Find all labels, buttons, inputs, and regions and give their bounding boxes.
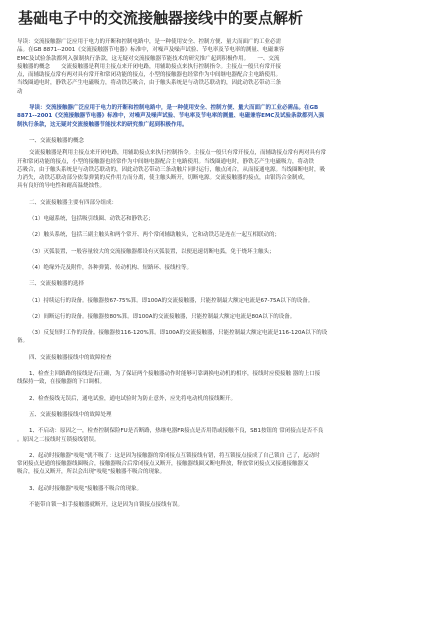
abstract-line: 导读：交流接触器广泛应用于电力的开断和控制电路中，是一种使用安全、控制方便、量大而面广的工业必需品。在GB xyxy=(29,105,319,112)
body-line: 力消失，动铁芯联动部分依靠弹簧的反作用力而分离，使主触头断开，切断电源。交流接触器的接点，由银钨合金制成， xyxy=(17,175,309,182)
section-1-body xyxy=(17,149,424,190)
body-line: 不能带自锁一扣手接触器就断开，这是因为自锁接点接线有误。 xyxy=(29,501,184,508)
abstract-paragraph xyxy=(17,104,424,129)
body-line: 交流接触器是利用主接点来开闭电路，用辅助接点来执行控制指令。主接点一般只有常开接点，而辅助接点常有两对具有常 xyxy=(29,150,327,157)
body-line: 开和常闭功能的接点，小型的接触器也经常作为中间继电器配合主电路使用。当线圈通电时，静铁芯产生电磁吸力，将动铁 xyxy=(17,158,315,165)
intro-line: 品。在GB 8871--2001《交流接触器节电器》标准中，对噪声及噪声试验、节电率及节电率的测量、电磁兼容 xyxy=(17,47,285,54)
list-item: （2）间断运行的设备。接触器按80%算。即100A的交流接触器，只能控制最大额定电流是80A以下的设备。 xyxy=(29,313,296,320)
body-line: 线保持一致，在接触器的下口调相。 xyxy=(17,379,106,386)
section-heading: 二、交流接触器主要有四部分组成： xyxy=(29,199,118,206)
list-item: （3）反复短时工作的设备。接触器按116-120%算。即100A的交流接触器，只能控制最大额定电流是116-120A以下的设 xyxy=(29,330,328,337)
list-item: （1）电磁系统，包括吸引线圈、动铁芯和静铁芯； xyxy=(29,216,154,223)
body-line: 吸合，接点又断开，所以会出现"吱哒"接触器不吸合的现象。 xyxy=(17,469,166,476)
body-line: 。原因之二接线时互锁接线错误。 xyxy=(17,436,100,443)
body-line: 2、检查接线无误后，通电试验，通电试验时为防止意外，应先将电动机的接线断开。 xyxy=(29,395,237,402)
body-line: 常闭接点是通的接触器线圈吸合，接触器吸合后常闭接点又断开，接触器线圈又断电释放，释放常闭接点又接通接触器又 xyxy=(17,461,309,468)
body-line: 1、检查主回路路的接线是否正确，为了保证两个接触器动作时能够可靠调换电动机的相序，接线时应使接触 器的上口接 xyxy=(29,371,321,378)
intro-line: 接触器的概念 交流接触器是利用主接点来开闭电路，用辅助接点来执行控制指令。主接点一般只有常开接 xyxy=(17,63,282,70)
body-line: 2、起动时接触器"吱哒"就不吸了：这是因为接触器的常闭接点互锁接线有错，将互锁接点接成了自己锁自 己了，起动时 xyxy=(29,452,320,459)
list-item: 备。 xyxy=(17,338,29,345)
document-body xyxy=(17,38,424,509)
section-heading: 五、交流接触器接线中的故障处理 xyxy=(29,411,112,418)
list-item: （4）绝缘外壳及附件，各种弹簧、传动机构、短路环、接线柱等。 xyxy=(29,264,193,271)
intro-line: 点，而辅助接点常有两对具有常开和常闭功能的接点，小型的接触器也经常作为中间继电器配合主电路使用。 xyxy=(17,72,282,79)
intro-line: 动 xyxy=(17,88,23,95)
intro-line: EMC及试验条款都列入强制执行条款，这无疑对交流接触器节能技术的研究推广起到积极作用。 一、交流 xyxy=(17,55,280,62)
section-4-body xyxy=(17,370,424,403)
body-line: 具有良好的导电性和耐高温烧蚀性。 xyxy=(17,183,106,190)
section-heading: 三、交流接触器的选择 xyxy=(29,281,85,288)
list-item: （1）持续运行的设备。接触器按67-75%算。即100A的交流接触器，只能控制最大额定电流是67-75A以下的设备。 xyxy=(29,297,314,304)
intro-paragraph xyxy=(17,38,424,96)
abstract-line: 8871--2001《交流接触器节电器》标准中，对噪声及噪声试验、节电率及节电率的测量、电磁兼容EMC及试验条款都列入强 xyxy=(17,113,324,120)
body-line: 芯吸合，由于触头系统是与动铁芯联动的，因此动铁芯带动三条动触片同时运行，触点闭合，从而接通电源。当线圈断电时，吸 xyxy=(17,166,326,173)
section-5-body xyxy=(17,427,424,509)
body-line: 3、起动时接触器"吱哒"接触器不吸合的现象。 xyxy=(29,485,143,492)
section-2-list xyxy=(17,215,424,272)
page-title: 基础电子中的交流接触器接线中的要点解析 xyxy=(18,9,304,27)
list-item: （3）灭弧装置，一般容量较大的交流接触器都设有灭弧装置，以便迅速切断电弧，免于烧坏主触头； xyxy=(29,248,275,255)
section-heading: 四、交流接触器接线中的故障检查 xyxy=(29,354,112,361)
list-item: （2）触头系统，包括三副主触头和两个常开、两个常闭辅助触头，它和动铁芯是连在一起互相联动的； xyxy=(29,232,281,239)
abstract-line: 制执行条款，这无疑对交流接触器节能技术的研究推广起到积极作用。 xyxy=(17,121,188,128)
section-3-list xyxy=(17,297,424,346)
body-line: 1、不启动：原因之一，检查控制保险FU是否断路，热继电器FR接点是否用错或接触不良，SB1按钮的 常闭接点是否不良 xyxy=(29,428,324,435)
section-heading: 一、交流接触器的概念 xyxy=(29,137,85,144)
intro-line: 当线圈通电时，静铁芯产生电磁吸力，将动铁芯吸合，由于触头系统是与动铁芯联动的，因此动铁芯带动三条 xyxy=(17,80,282,87)
intro-line: 导读：交流接触器广泛应用于电力的开断和控制电路中，是一种使用安全、控制方便、量大而面广的工业必需 xyxy=(17,39,282,45)
